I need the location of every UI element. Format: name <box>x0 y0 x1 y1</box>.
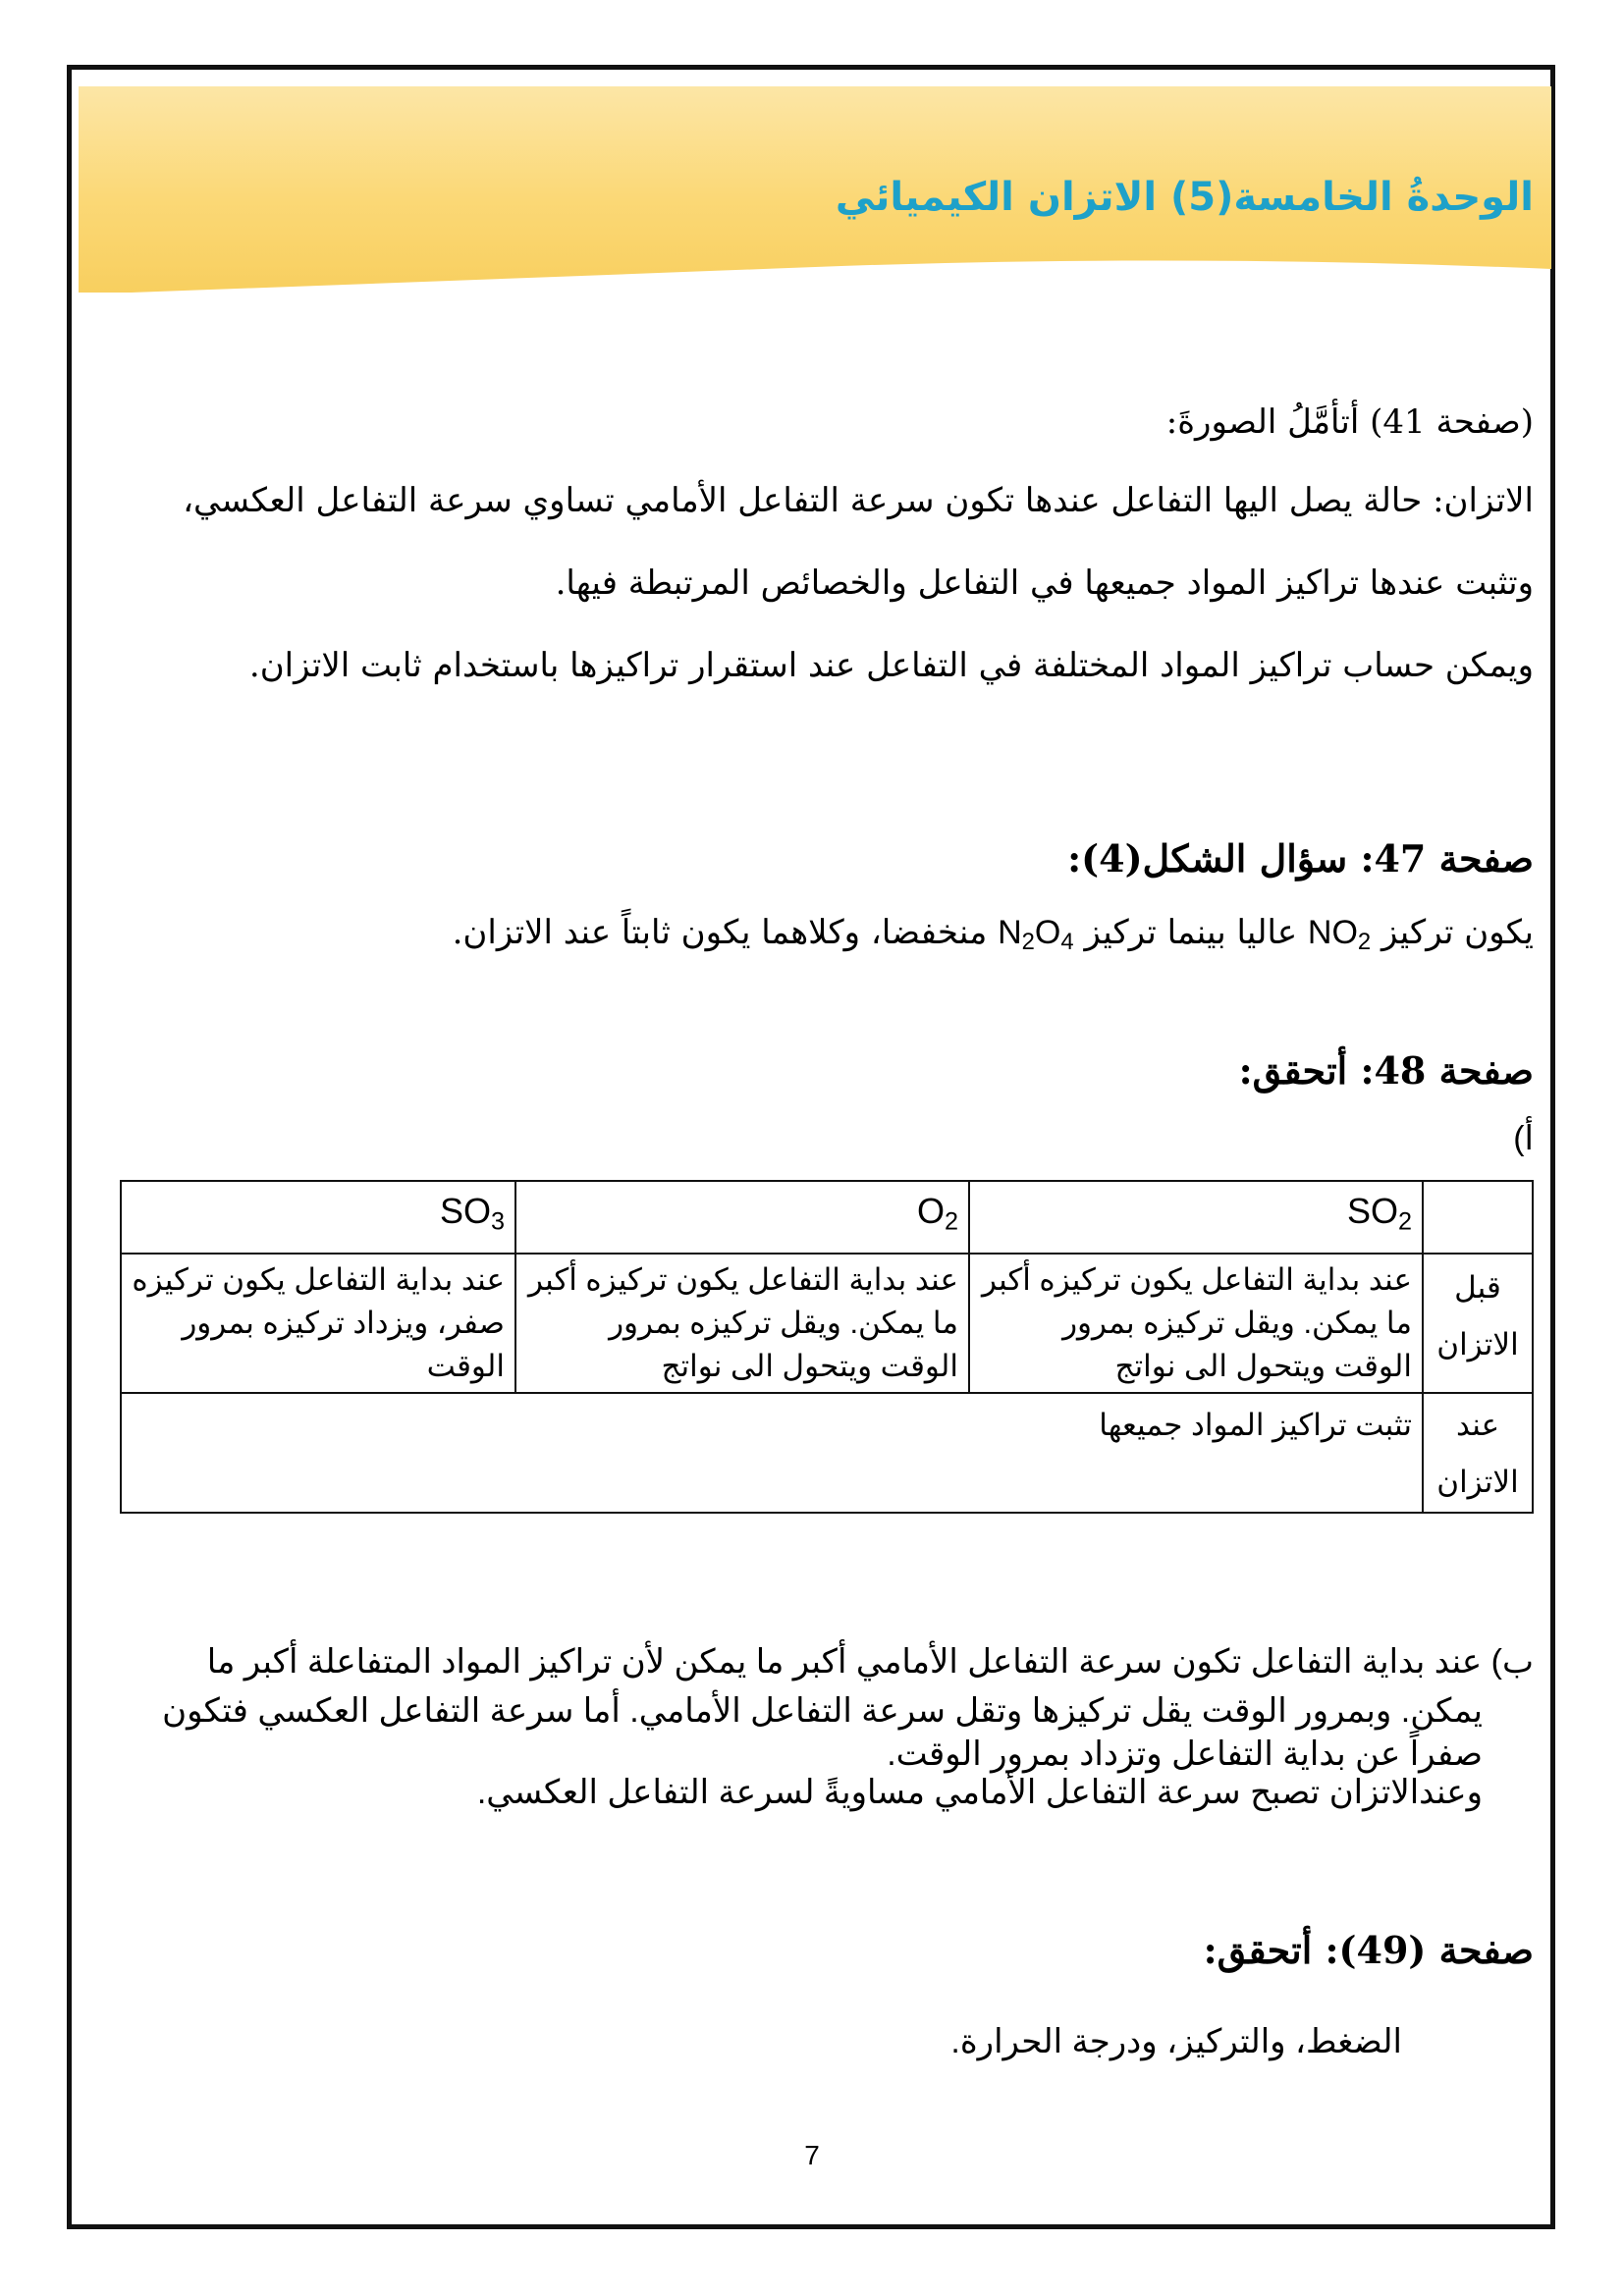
cell-at-equilibrium: تثبت تراكيز المواد جميعها <box>121 1393 1423 1513</box>
concentration-table <box>120 1180 1534 1514</box>
equilibrium-definition-line2: وتثبت عندها تراكيز المواد جميعها في التفاعل والخصائص المرتبطة فيها. <box>555 563 1534 603</box>
unit-title: الوحدةُ الخامسة(5) الاتزان الكيميائي <box>835 175 1534 220</box>
section49-heading: صفحة (49): أتحقق: <box>1203 1928 1534 1972</box>
part-b-line2: يمكن. وبمرور الوقت يقل تركيزها وتقل سرعة التفاعل الأمامي. أما سرعة التفاعل العكسي فتكون <box>162 1692 1483 1731</box>
table-header-row <box>121 1181 1533 1254</box>
part-b-line4: وعندالاتزان تصبح سرعة التفاعل الأمامي مساويةً لسرعة التفاعل العكسي. <box>476 1774 1483 1812</box>
header-so2: $SO_2$ <box>969 1181 1423 1254</box>
row-label-at-equilibrium: عند الاتزان <box>1423 1393 1533 1513</box>
row-label-before-equilibrium: قبل الاتزان <box>1423 1254 1533 1393</box>
table-row <box>121 1254 1533 1393</box>
page-number: 7 <box>804 2140 820 2170</box>
section48-heading: صفحة 48: أتحقق: <box>1238 1048 1534 1093</box>
formula-no2: $NO_2$ <box>1307 914 1372 955</box>
equilibrium-definition-line3: ويمكن حساب تراكيز المواد المختلفة في التفاعل عند استقرار تراكيزها باستخدام ثابت الاتزان. <box>248 646 1534 685</box>
section41-heading: (صفحة 41) أتأمَّلُ الصورةَ: <box>1165 402 1534 442</box>
cell-before-o2: عند بداية التفاعل يكون تركيزه أكبر ما يمكن. ويقل تركيزه بمرور الوقت ويتحول الى نواتج <box>515 1254 969 1393</box>
section47-answer: يكون تركيز $NO_2$ عاليا بينما تركيز $N_2O_4$ منخفضا، وكلاهما يكون ثابتاً عند الاتزان. <box>452 913 1534 955</box>
formula-n2o4: $N_2O_4$ <box>998 914 1074 955</box>
page-border <box>67 65 1555 2229</box>
section47-heading: صفحة 47: سؤال الشكل(4): <box>1067 836 1534 881</box>
equilibrium-definition-line1: الاتزان: حالة يصل اليها التفاعل عندها تكون سرعة التفاعل الأمامي تساوي سرعة التفاعل العكسي، <box>183 481 1534 520</box>
part-a-label: أ) <box>1513 1120 1534 1157</box>
table-corner-cell <box>1423 1181 1533 1254</box>
cell-before-so3: عند بداية التفاعل يكون تركيزه صفر، ويزداد تركيزه بمرور الوقت <box>121 1254 515 1393</box>
header-so3: $SO_3$ <box>121 1181 515 1254</box>
part-b-line1: عند بداية التفاعل تكون سرعة التفاعل الأمامي أكبر ما يمكن لأن تراكيز المواد المتفاعلة أكبر ما <box>206 1643 1483 1681</box>
header-o2: $O_2$ <box>515 1181 969 1254</box>
table-row <box>121 1393 1533 1513</box>
part-b-paragraph <box>120 1637 1534 1813</box>
cell-before-so2: عند بداية التفاعل يكون تركيزه أكبر ما يمكن. ويقل تركيزه بمرور الوقت ويتحول الى نواتج <box>969 1254 1423 1393</box>
part-b-label: ب) <box>1490 1643 1534 1681</box>
part-b-line3: صفراً عن بداية التفاعل وتزداد بمرور الوقت. <box>887 1735 1483 1773</box>
section49-answer: الضغط، والتركيز، ودرجة الحرارة. <box>950 2023 1402 2060</box>
